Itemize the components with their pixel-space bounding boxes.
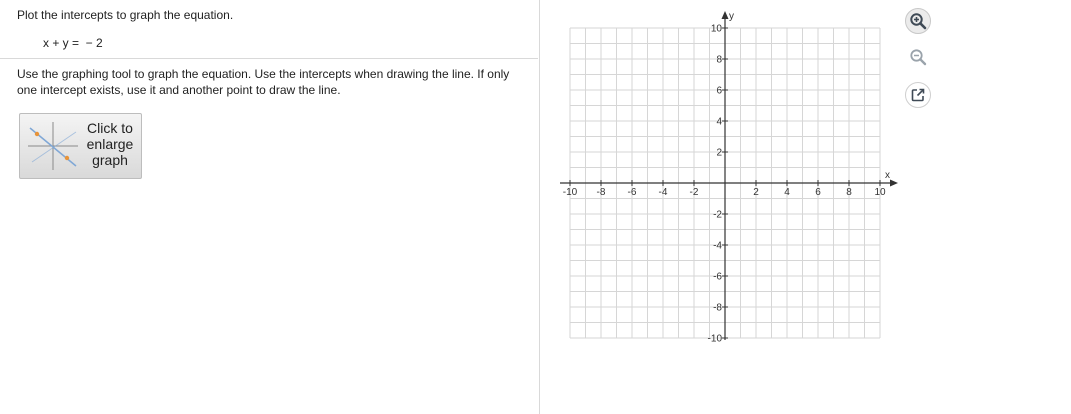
y-tick-label: -4 [713, 240, 722, 252]
x-tick-label: -4 [658, 187, 668, 198]
directions-text: Use the graphing tool to graph the equation. Use the intercepts when drawing the line. If only one intercept exists, use it and another point to draw the line. [17, 67, 510, 97]
zoom-in-button[interactable] [905, 8, 931, 34]
axis-tick-labels [563, 24, 886, 345]
x-tick-label: 2 [753, 187, 759, 198]
x-tick-label: -8 [596, 187, 606, 198]
x-tick-label: 4 [784, 187, 790, 198]
x-tick-label: 6 [815, 187, 821, 198]
x-tick-label: -2 [689, 187, 699, 198]
enlarge-label-line1: Click to [87, 120, 133, 136]
y-tick-label: 10 [710, 23, 722, 35]
y-tick-label: 8 [716, 54, 722, 66]
x-tick-label: 10 [874, 187, 886, 198]
enlarge-graph-button[interactable] [19, 113, 142, 179]
x-axis-arrow-icon [890, 180, 898, 187]
y-tick-label: -10 [707, 333, 722, 345]
enlarge-label-line3: graph [92, 152, 128, 168]
y-tick-label: 2 [716, 147, 722, 159]
y-tick-label: -8 [713, 302, 722, 314]
y-tick-label: -6 [713, 271, 722, 283]
zoom-out-icon [909, 48, 927, 66]
x-tick-label: -6 [627, 187, 637, 198]
graph-thumbnail-icon [26, 120, 80, 172]
coordinate-graph[interactable] [540, 0, 905, 350]
axes [560, 11, 898, 340]
zoom-in-icon [909, 12, 927, 30]
y-tick-label: 4 [716, 116, 722, 128]
y-tick-label: -2 [713, 209, 722, 221]
popout-icon [910, 87, 926, 103]
enlarge-graph-label [82, 120, 138, 168]
y-tick-label: 6 [716, 85, 722, 97]
equation-text: x + y = − 2 [43, 36, 103, 50]
x-axis-label: x [885, 170, 890, 181]
popout-button[interactable] [905, 82, 931, 108]
section-divider [0, 58, 538, 59]
question-instruction: Plot the intercepts to graph the equation. [17, 8, 234, 22]
enlarge-label-line2: enlarge [86, 136, 134, 152]
y-axis-label: y [729, 11, 734, 22]
zoom-out-button[interactable] [905, 44, 931, 70]
y-axis-arrow-icon [722, 11, 729, 19]
x-tick-label: -10 [562, 187, 578, 198]
x-tick-label: 8 [846, 187, 852, 198]
